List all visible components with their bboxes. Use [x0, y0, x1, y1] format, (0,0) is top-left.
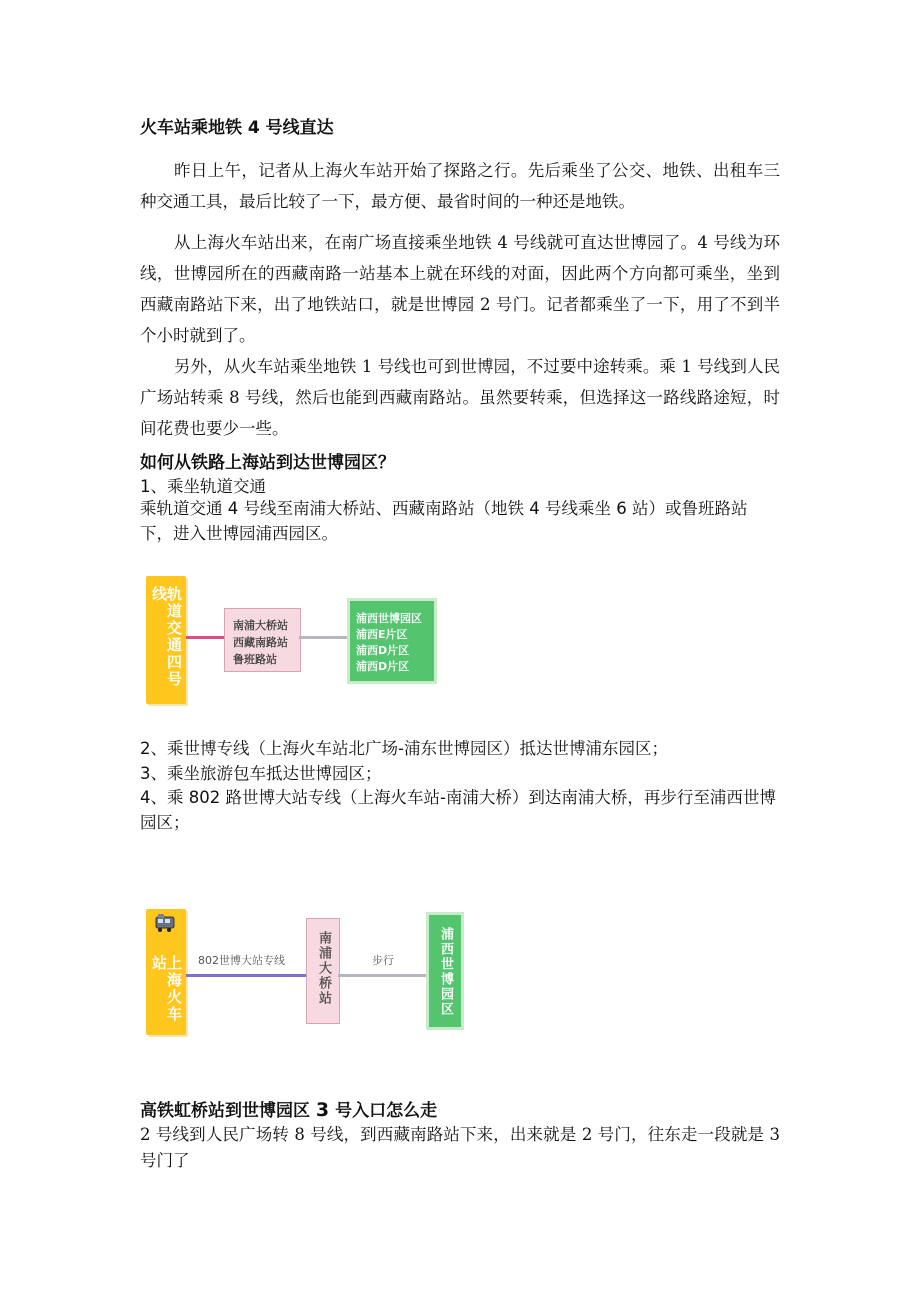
item-2: 2、乘世博专线（上海火车站北广场-浦东世博园区）抵达世博浦东园区；: [140, 739, 668, 758]
metro-line4-label: 轨道交通四号线: [150, 586, 183, 688]
zone-puxi-e: 浦西E片区: [356, 628, 408, 641]
zone-puxi-d-2: 浦西D片区: [356, 660, 410, 673]
walk-label: 步行: [372, 954, 394, 967]
item-3: 3、乘坐旅游包车抵达世博园区；: [140, 764, 382, 783]
route-diagram-bus: [140, 904, 480, 1039]
bus-line-label: 802世博大站专线: [198, 954, 285, 967]
connector-line-pink: [186, 636, 224, 639]
station-xizang-south: 西藏南路站: [233, 636, 288, 649]
item-1-title: 1、乘坐轨道交通: [140, 477, 266, 496]
bus-line-connector: [186, 974, 306, 977]
section-title-subway-line4: 火车站乘地铁 4 号线直达: [140, 118, 334, 138]
section-title-shanghai-station: 如何从铁路上海站到达世博园区？: [140, 453, 395, 473]
paragraph-hongqiao-route: 2 号线到人民广场转 8 号线，到西藏南路站下来，出来就是 2 号门，往东走一段就是 3 号门了: [140, 1125, 780, 1170]
station-luban-road: 鲁班路站: [233, 653, 277, 666]
walk-line-connector: [338, 974, 426, 977]
item-1-text: 乘轨道交通 4 号线至南浦大桥站、西藏南路站（地铁 4 号线乘坐 6 站）或鲁班路站下，进入世博园浦西园区。: [140, 499, 748, 543]
stations-box: [224, 608, 301, 672]
zone-puxi-d-1: 浦西D片区: [356, 644, 410, 657]
item-4: 4、乘 802 路世博大站专线（上海火车站-南浦大桥）到达南浦大桥，再步行至浦西世博园区；: [140, 788, 776, 832]
section-title-hongqiao: 高铁虹桥站到世博园区 3 号入口怎么走: [140, 1099, 438, 1121]
nanpu-bridge-label: 南浦大桥站: [316, 931, 331, 1006]
nanpu-bridge-box: [306, 918, 340, 1024]
zone-puxi-expo: 浦西世博园区: [356, 612, 422, 625]
route-diagram-metro: [140, 570, 450, 710]
paragraph-intro: 昨日上午，记者从上海火车站开始了探路之行。先后乘坐了公交、地铁、出租车三种交通工具，最后比较了一下，最方便、最省时间的一种还是地铁。: [140, 161, 780, 211]
metro-line4-bar: [146, 576, 186, 704]
puxi-expo-zone-box: [347, 598, 437, 684]
puxi-expo-label: 浦西世博园区: [438, 927, 453, 1017]
shanghai-station-label: 上海火车站: [150, 955, 183, 1023]
paragraph-line4-route: 从上海火车站出来，在南广场直接乘坐地铁 4 号线就可直达世博园了。4 号线为环线，世博园所在的西藏南路一站基本上就在环线的对面，因此两个方向都可乘坐，坐到西藏南路站下来，出了地铁站口，就是世博园 2 号门。记者都乘坐了一下，用了不到半个小时就到了。: [140, 233, 780, 345]
station-nanpu-bridge: 南浦大桥站: [233, 619, 288, 632]
paragraph-line1-route: 另外，从火车站乘坐地铁 1 号线也可到世博园，不过要中途转乘。乘 1 号线到人民广场站转乘 8 号线，然后也能到西藏南路站。虽然要转乘，但选择这一路线路途短，时间花费也要少一些。: [140, 357, 780, 438]
puxi-expo-box: [426, 912, 464, 1030]
shanghai-station-bar: [146, 909, 186, 1035]
train-icon: [154, 913, 178, 933]
connector-line-gray: [299, 636, 347, 639]
